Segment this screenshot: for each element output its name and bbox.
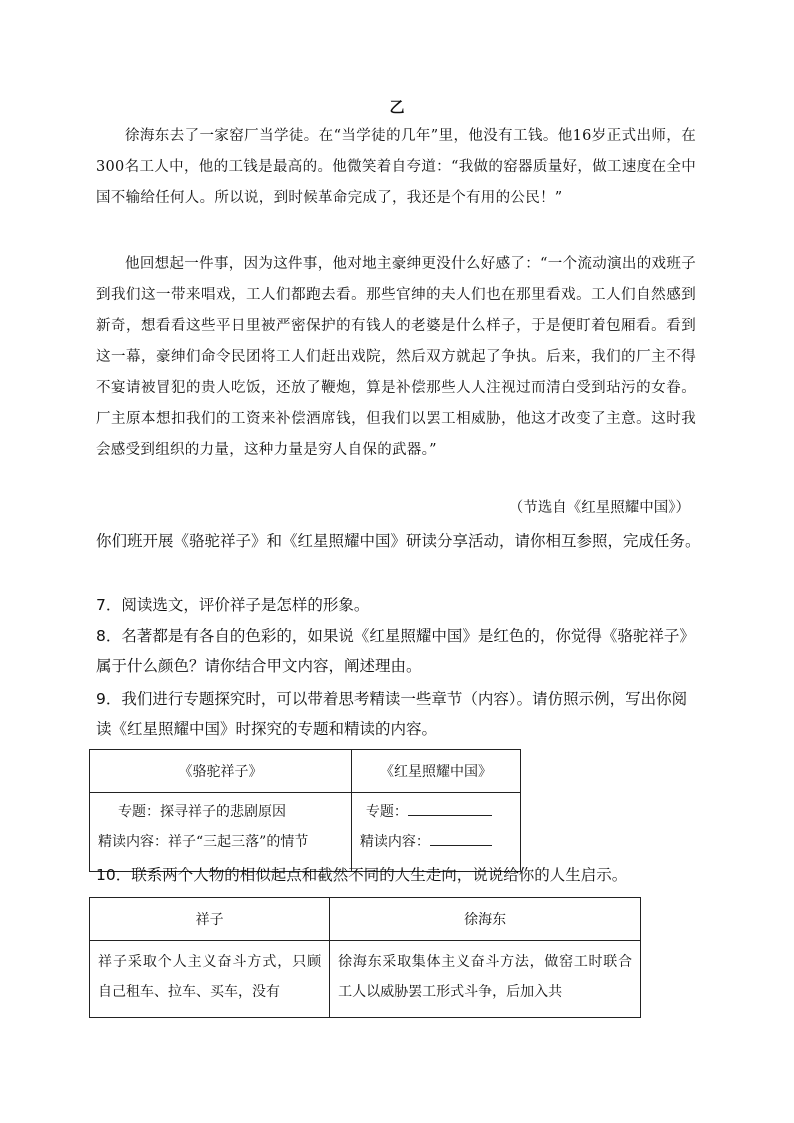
question-8: 8．名著都是有各自的色彩的，如果说《红星照耀中国》是红色的，你觉得《骆驼祥子》属于什么颜色？请你结合甲文内容，阐述理由。 — [96, 627, 695, 675]
topic-table-header-redstar: 《红星照耀中国》 — [351, 750, 520, 793]
question-9: 9．我们进行专题探究时，可以带着思考精读一些章节（内容）。请仿照示例，写出你阅读《红星照耀中国》时探究的专题和精读的内容。 — [96, 690, 688, 738]
passage-heading: 乙 — [389, 98, 405, 116]
question-10: 10．联系两个人物的相似起点和截然不同的人生走向，说说给你的人生启示。 — [96, 866, 628, 884]
comparison-cell-xuhaidong: 徐海东采取集体主义奋斗方法，做窑工时联合工人以威胁罢工形式斗争，后加入共 — [330, 941, 641, 1018]
topic-answer-blank[interactable] — [408, 801, 492, 816]
reading-label: 精读内容： — [359, 834, 430, 850]
topic-label: 专题： — [365, 804, 408, 820]
comparison-cell-xiangzi: 祥子采取个人主义奋斗方式，只顾自己租车、拉车、买车，没有 — [90, 941, 330, 1018]
topic-table-header-xiangzi: 《骆驼祥子》 — [90, 750, 352, 793]
passage-paragraph-2: 他回想起一件事，因为这件事，他对地主豪绅更没什么好感了：“一个流动演出的戏班子到我们这一带来唱戏，工人们都跑去看。那些官绅的夫人们也在那里看戏。工人们自然感到新奇，想看看这些平日里被严密保护的有钱人的老婆是什么样子，于是便盯着包厢看。看到这一幕，豪绅们命令民团将工人们赶出戏院，然后双方就起了争执。后来，我们的厂主不得不宴请被冒犯的贵人吃饭，还放了鞭炮，算是补偿那些人人注视过而清白受到玷污的女眷。厂主原本想扣我们的工资来补偿酒席钱，但我们以罢工相威胁，他这才改变了主意。这时我会感受到组织的力量，这种力量是穷人自保的武器。” — [96, 256, 696, 458]
example-topic: 专题：探寻祥子的悲剧原因 — [118, 804, 286, 820]
passage-source: （节选自《红星照耀中国》） — [508, 500, 690, 516]
task-intro: 你们班开展《骆驼祥子》和《红星照耀中国》研读分享活动，请你相互参照，完成任务。 — [96, 532, 701, 550]
reading-answer-blank[interactable] — [430, 831, 492, 846]
topic-table — [89, 749, 521, 872]
comparison-header-xiangzi: 祥子 — [90, 898, 330, 941]
comparison-table — [89, 897, 641, 1018]
passage-paragraph-1: 徐海东去了一家窑厂当学徒。在“当学徒的几年”里，他没有工钱。他16岁正式出师，在300名工人中，他的工钱是最高的。他微笑着自夸道：“我做的窑器质量好，做工速度在全中国不输给任何人。所以说，到时候革命完成了，我还是个有用的公民！” — [96, 128, 696, 206]
example-reading: 精读内容：祥子“三起三落”的情节 — [98, 834, 309, 850]
question-7: 7．阅读选文，评价祥子是怎样的形象。 — [96, 596, 370, 614]
comparison-header-xuhaidong: 徐海东 — [330, 898, 641, 941]
